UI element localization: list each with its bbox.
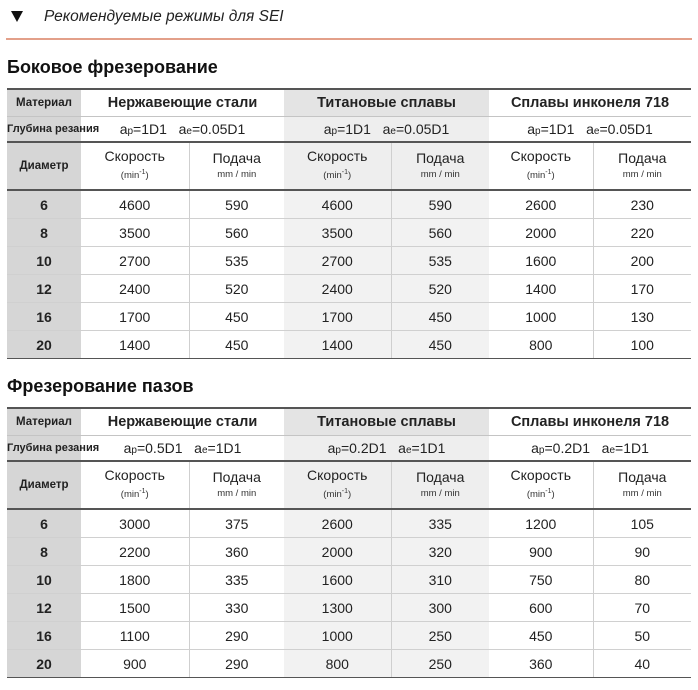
section-title-slot-milling: Фрезерование пазов xyxy=(7,376,194,396)
speed-cell: 800 xyxy=(284,650,391,678)
feed-unit: mm / min xyxy=(420,487,460,499)
speed-label: Скорость xyxy=(307,147,368,164)
speed-unit xyxy=(489,485,593,502)
feed-cell: 560 xyxy=(391,219,489,247)
feed-cell: 335 xyxy=(189,566,284,594)
material-header: Нержавеющие стали xyxy=(81,89,284,117)
speed-label: Скорость xyxy=(510,466,571,483)
table-row xyxy=(7,650,691,678)
speed-cell: 1500 xyxy=(81,594,189,622)
ap-subscript: p xyxy=(538,445,545,456)
speed-header xyxy=(284,142,391,190)
speed-cell: 900 xyxy=(489,538,593,566)
speed-label: Скорость xyxy=(104,466,165,483)
page-title: Рекомендуемые режимы для SEI xyxy=(44,8,284,25)
diameter-cell: 10 xyxy=(7,247,81,275)
feed-cell: 450 xyxy=(189,303,284,331)
feed-cell: 590 xyxy=(189,190,284,219)
section-title-side-milling: Боковое фрезерование xyxy=(7,57,218,77)
feed-unit: mm / min xyxy=(217,487,257,499)
speed-unit-exp: -1 xyxy=(545,487,552,495)
feed-cell: 360 xyxy=(189,538,284,566)
speed-cell: 1700 xyxy=(81,303,189,331)
feed-header xyxy=(593,461,691,509)
speed-unit-base: (min xyxy=(526,170,546,182)
speed-unit-exp: -1 xyxy=(341,487,349,495)
speed-header xyxy=(489,142,593,190)
speed-unit-base: (min xyxy=(120,489,140,501)
speed-cell: 1800 xyxy=(81,566,189,594)
speed-cell: 1400 xyxy=(284,331,391,359)
material-row xyxy=(7,408,691,436)
feed-cell: 330 xyxy=(189,594,284,622)
speed-unit xyxy=(489,166,593,183)
speed-unit xyxy=(81,166,189,183)
speed-header xyxy=(81,142,189,190)
table-row xyxy=(7,594,691,622)
ae-subscript: e xyxy=(405,445,412,456)
feed-cell: 50 xyxy=(593,622,691,650)
diameter-cell: 16 xyxy=(7,303,81,331)
speed-label: Скорость xyxy=(307,466,368,483)
material-header: Сплавы инконеля 718 xyxy=(489,89,691,117)
ap-subscript: p xyxy=(127,126,134,137)
speed-cell: 900 xyxy=(81,650,189,678)
diameter-cell: 12 xyxy=(7,594,81,622)
table-row xyxy=(7,622,691,650)
feed-header xyxy=(189,142,284,190)
ae-value: 1D1 xyxy=(215,440,242,456)
table-row xyxy=(7,331,691,359)
speed-cell: 1000 xyxy=(489,303,593,331)
material-header: Титановые сплавы xyxy=(284,89,489,117)
feed-cell: 335 xyxy=(391,509,489,538)
diameter-cell: 20 xyxy=(7,331,81,359)
feed-cell: 535 xyxy=(391,247,489,275)
feed-unit: mm / min xyxy=(420,168,460,180)
feed-label: Подача xyxy=(618,468,667,485)
feed-cell: 90 xyxy=(593,538,691,566)
speed-cell: 360 xyxy=(489,650,593,678)
table-row xyxy=(7,538,691,566)
feed-cell: 450 xyxy=(391,303,489,331)
speed-unit-close: ) xyxy=(348,489,352,501)
ae-value: 0.05D1 xyxy=(607,121,653,137)
table-row xyxy=(7,190,691,219)
feed-label: Подача xyxy=(618,149,667,166)
depth-of-cut-value: ap=0.2D1 ae=1D1 xyxy=(284,436,489,462)
feed-cell: 320 xyxy=(391,538,489,566)
material-label: Материал xyxy=(7,408,81,436)
depth-label: Глубина резания xyxy=(7,436,81,462)
feed-cell: 375 xyxy=(189,509,284,538)
slot-milling-table xyxy=(7,407,691,678)
feed-cell: 230 xyxy=(593,190,691,219)
table-row xyxy=(7,303,691,331)
speed-cell: 2600 xyxy=(284,509,391,538)
feed-cell: 290 xyxy=(189,622,284,650)
ae-subscript: e xyxy=(390,126,396,137)
speed-unit-close: ) xyxy=(145,170,149,182)
speed-cell: 3000 xyxy=(81,509,189,538)
table-row xyxy=(7,247,691,275)
feed-label: Подача xyxy=(212,468,261,485)
table-row xyxy=(7,219,691,247)
feed-unit: mm / min xyxy=(622,168,662,180)
feed-cell: 70 xyxy=(593,594,691,622)
feed-cell: 450 xyxy=(391,331,489,359)
ap-subscript: p xyxy=(131,445,137,456)
feed-cell: 250 xyxy=(391,650,489,678)
ae-value: 0.05D1 xyxy=(404,121,450,137)
speed-unit-close: ) xyxy=(145,489,149,501)
diameter-cell: 12 xyxy=(7,275,81,303)
ae-value: 0.05D1 xyxy=(200,121,246,137)
feed-cell: 590 xyxy=(391,190,489,219)
feed-header xyxy=(391,461,489,509)
speed-cell: 1200 xyxy=(489,509,593,538)
diameter-cell: 6 xyxy=(7,509,81,538)
speed-unit-exp: -1 xyxy=(545,168,552,176)
feed-cell: 300 xyxy=(391,594,489,622)
speed-unit xyxy=(81,485,189,502)
feed-cell: 220 xyxy=(593,219,691,247)
feed-cell: 290 xyxy=(189,650,284,678)
material-header: Титановые сплавы xyxy=(284,408,489,436)
depth-label: Глубина резания xyxy=(7,117,81,143)
speed-unit xyxy=(284,485,391,502)
speed-unit-close: ) xyxy=(551,489,555,501)
ap-value: 1D1 xyxy=(548,121,575,137)
speed-unit-exp: -1 xyxy=(341,168,349,176)
feed-label: Подача xyxy=(416,149,465,166)
speed-cell: 1400 xyxy=(81,331,189,359)
speed-cell: 600 xyxy=(489,594,593,622)
header-divider xyxy=(6,38,692,40)
depth-of-cut-value: ap=1D1 ae=0.05D1 xyxy=(284,117,489,143)
ae-subscript: e xyxy=(186,126,192,137)
diameter-label: Диаметр xyxy=(7,142,81,190)
speed-cell: 1100 xyxy=(81,622,189,650)
feed-unit: mm / min xyxy=(217,168,257,180)
params-row xyxy=(7,142,691,190)
diameter-cell: 6 xyxy=(7,190,81,219)
diameter-cell: 16 xyxy=(7,622,81,650)
speed-header xyxy=(489,461,593,509)
diameter-cell: 20 xyxy=(7,650,81,678)
ap-value: 0.2D1 xyxy=(349,440,387,456)
feed-cell: 40 xyxy=(593,650,691,678)
speed-label: Скорость xyxy=(510,147,571,164)
depth-of-cut-value: ap=0.5D1 ae=1D1 xyxy=(81,436,284,462)
ae-value: 1D1 xyxy=(419,440,446,456)
ap-value: 0.2D1 xyxy=(552,440,591,456)
ap-subscript: p xyxy=(335,445,341,456)
speed-cell: 2400 xyxy=(81,275,189,303)
speed-cell: 4600 xyxy=(81,190,189,219)
feed-unit: mm / min xyxy=(622,487,662,499)
speed-cell: 3500 xyxy=(81,219,189,247)
feed-cell: 520 xyxy=(189,275,284,303)
speed-cell: 450 xyxy=(489,622,593,650)
speed-cell: 4600 xyxy=(284,190,391,219)
ae-subscript: e xyxy=(201,445,208,456)
feed-cell: 105 xyxy=(593,509,691,538)
speed-cell: 2000 xyxy=(489,219,593,247)
ae-value: 1D1 xyxy=(623,440,649,456)
feed-label: Подача xyxy=(212,149,261,166)
speed-unit-exp: -1 xyxy=(139,168,146,176)
depth-of-cut-value: ap=0.2D1 ae=1D1 xyxy=(489,436,691,462)
feed-cell: 100 xyxy=(593,331,691,359)
speed-unit-close: ) xyxy=(348,170,352,182)
speed-cell: 2600 xyxy=(489,190,593,219)
material-header: Нержавеющие стали xyxy=(81,408,284,436)
speed-unit xyxy=(284,166,391,183)
speed-cell: 2200 xyxy=(81,538,189,566)
speed-unit-base: (min xyxy=(323,489,342,501)
speed-unit-base: (min xyxy=(526,489,546,501)
header xyxy=(0,0,698,36)
speed-label: Скорость xyxy=(104,147,165,164)
feed-cell: 170 xyxy=(593,275,691,303)
ae-subscript: e xyxy=(609,445,616,456)
feed-cell: 250 xyxy=(391,622,489,650)
feed-header xyxy=(391,142,489,190)
diameter-cell: 10 xyxy=(7,566,81,594)
ap-value: 0.5D1 xyxy=(145,440,183,456)
speed-cell: 2000 xyxy=(284,538,391,566)
speed-cell: 1400 xyxy=(489,275,593,303)
depth-of-cut-value: ap=1D1 ae=0.05D1 xyxy=(81,117,284,143)
feed-cell: 310 xyxy=(391,566,489,594)
feed-cell: 450 xyxy=(189,331,284,359)
speed-header xyxy=(284,461,391,509)
speed-unit-close: ) xyxy=(551,170,555,182)
feed-header xyxy=(593,142,691,190)
feed-cell: 130 xyxy=(593,303,691,331)
diameter-cell: 8 xyxy=(7,538,81,566)
feed-header xyxy=(189,461,284,509)
triangle-down-icon xyxy=(11,11,23,22)
depth-of-cut-value: ap=1D1 ae=0.05D1 xyxy=(489,117,691,143)
feed-cell: 535 xyxy=(189,247,284,275)
diameter-cell: 8 xyxy=(7,219,81,247)
speed-cell: 1700 xyxy=(284,303,391,331)
diameter-label: Диаметр xyxy=(7,461,81,509)
speed-cell: 3500 xyxy=(284,219,391,247)
params-row xyxy=(7,461,691,509)
material-label: Материал xyxy=(7,89,81,117)
speed-cell: 800 xyxy=(489,331,593,359)
speed-cell: 750 xyxy=(489,566,593,594)
table-row xyxy=(7,509,691,538)
depth-row xyxy=(7,436,691,462)
speed-cell: 2700 xyxy=(284,247,391,275)
feed-label: Подача xyxy=(416,468,465,485)
material-header: Сплавы инконеля 718 xyxy=(489,408,691,436)
speed-cell: 2400 xyxy=(284,275,391,303)
side-milling-table xyxy=(7,88,691,359)
speed-unit-exp: -1 xyxy=(139,487,146,495)
depth-row xyxy=(7,117,691,143)
ap-value: 1D1 xyxy=(141,121,167,137)
speed-cell: 1300 xyxy=(284,594,391,622)
speed-unit-base: (min xyxy=(120,170,140,182)
speed-cell: 1600 xyxy=(284,566,391,594)
table-row xyxy=(7,566,691,594)
ae-subscript: e xyxy=(593,126,600,137)
feed-cell: 560 xyxy=(189,219,284,247)
feed-cell: 520 xyxy=(391,275,489,303)
speed-cell: 1000 xyxy=(284,622,391,650)
material-row xyxy=(7,89,691,117)
ap-subscript: p xyxy=(535,126,541,137)
feed-cell: 80 xyxy=(593,566,691,594)
speed-unit-base: (min xyxy=(323,170,342,182)
speed-cell: 1600 xyxy=(489,247,593,275)
speed-header xyxy=(81,461,189,509)
feed-cell: 200 xyxy=(593,247,691,275)
speed-cell: 2700 xyxy=(81,247,189,275)
ap-subscript: p xyxy=(331,126,338,137)
table-row xyxy=(7,275,691,303)
ap-value: 1D1 xyxy=(345,121,371,137)
